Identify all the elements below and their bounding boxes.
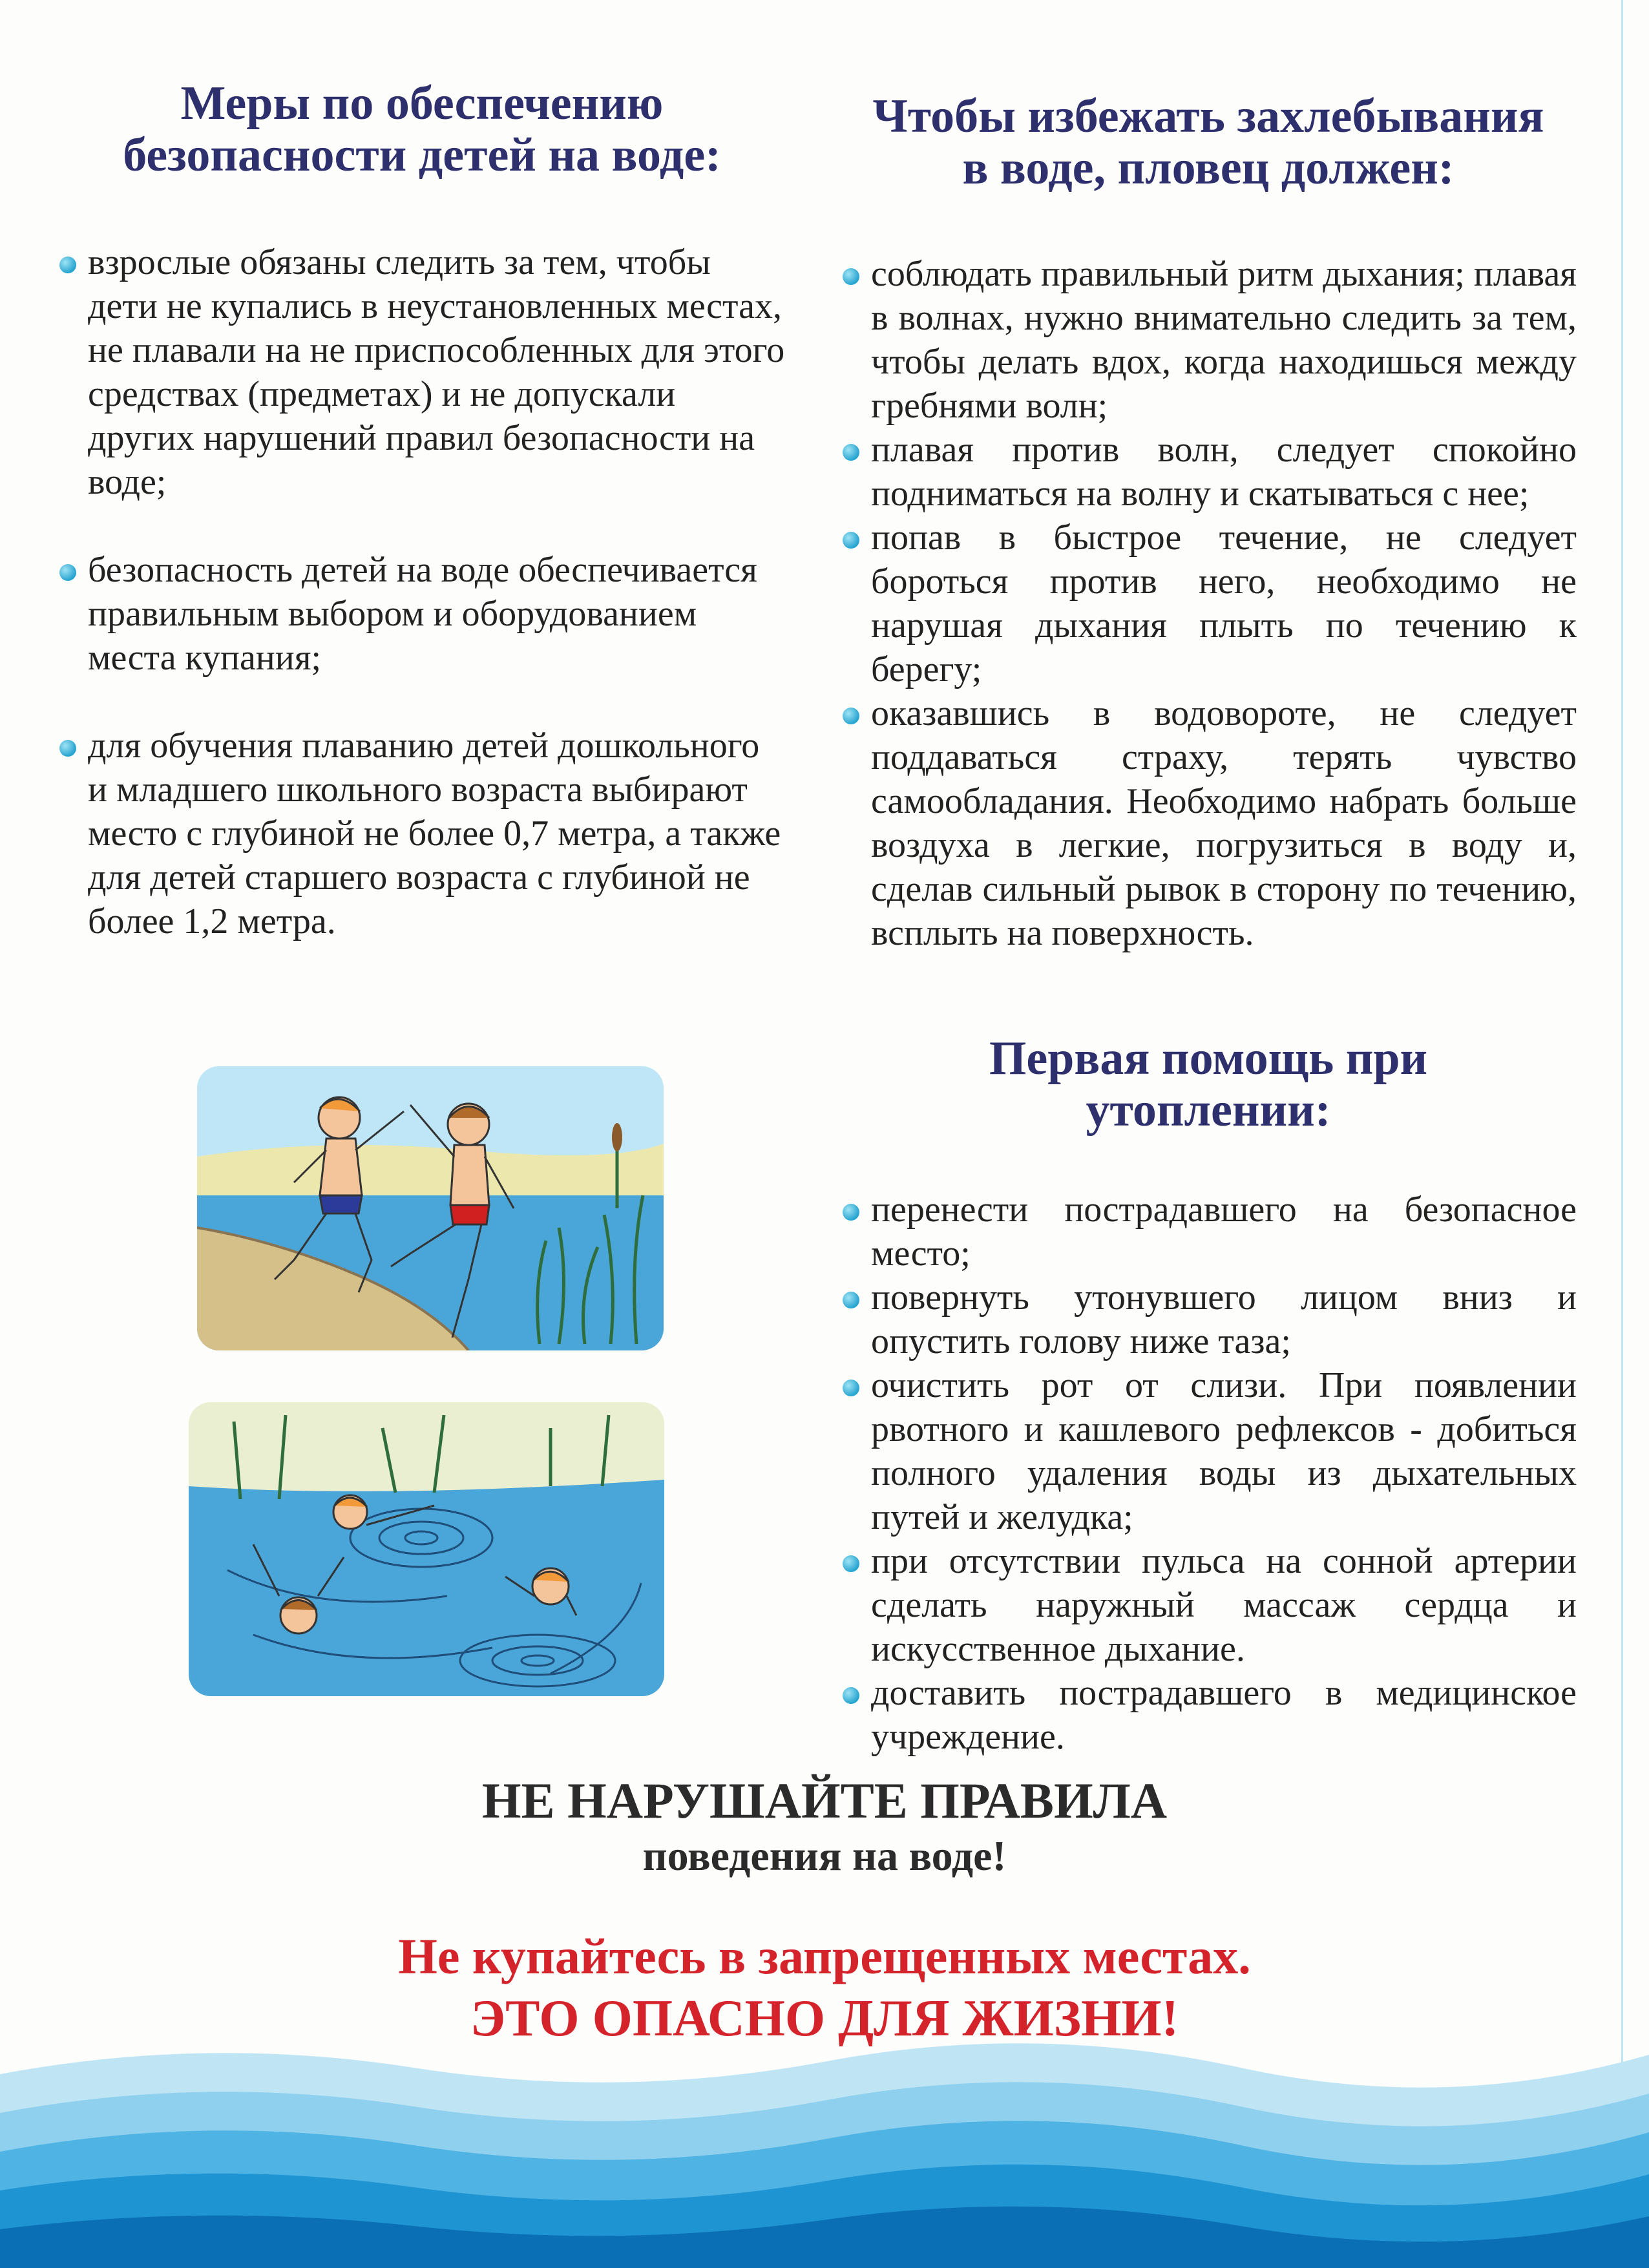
page-edge-line: [1621, 0, 1623, 2268]
list-item-text: при отсутствии пульса на сонной артерии сделать наружный массаж сердца и искусственное дыхание.: [871, 1541, 1577, 1669]
list-item-text: очистить рот от слизи. При появлении рвотного и кашлевого рефлексов - добиться полного удаления воды из дыхательных путей и желудка;: [871, 1365, 1577, 1537]
list-item-text: плавая против волн, следует спокойно подниматься на волну и скатываться с нее;: [871, 430, 1577, 514]
bullet-dot-icon: [843, 1380, 859, 1396]
bullet-dot-icon: [843, 1292, 859, 1308]
left-heading: [57, 78, 787, 181]
list-item-text: повернуть утонувшего лицом вниз и опустить голову ниже таза;: [871, 1277, 1577, 1361]
bullet-dot-icon: [59, 257, 76, 273]
swimmer-rules-list: [840, 252, 1577, 955]
list-item: [840, 428, 1577, 516]
list-item: [840, 1188, 1577, 1276]
bullet-dot-icon: [843, 268, 859, 285]
list-item: [840, 252, 1577, 428]
list-item-text: взрослые обязаны следить за тем, чтобы дети не купались в неустановленных местах, не плавали на не приспособленных для этого средствах (предметах) и не допускали других нарушений правил безопасности на воде;: [88, 242, 785, 502]
bullet-dot-icon: [59, 564, 76, 581]
decorative-waves: [0, 2035, 1649, 2268]
right-heading: [840, 90, 1577, 194]
warning-subtitle: поведения на воде!: [642, 1832, 1007, 1880]
bullet-dot-icon: [843, 1555, 859, 1572]
warning-title: НЕ НАРУШАЙТЕ ПРАВИЛА: [481, 1772, 1168, 1829]
left-column: [57, 78, 787, 987]
list-item: [840, 516, 1577, 691]
first-aid-heading-line-1: Первая помощь при: [989, 1032, 1428, 1085]
list-item-text: для обучения плаванию детей дошкольного и младшего школьного возраста выбирают место с глубиной не более 0,7 метра, а также для детей старшего возраста с глубиной не более 1,2 метра.: [88, 726, 781, 941]
left-safety-list: [57, 240, 787, 943]
bullet-dot-icon: [59, 740, 76, 757]
right-column: [840, 90, 1577, 1759]
right-heading-line-1: Чтобы избежать захлебывания: [872, 90, 1544, 143]
list-item-text: попав в быстрое течение, не следует бороться против него, необходимо не нарушая дыхания плыть по течению к берегу;: [871, 518, 1577, 689]
list-item-text: соблюдать правильный ритм дыхания; плавая в волнах, нужно внимательно следить за тем, чтобы делать вдох, когда находишься между гребнями волн;: [871, 254, 1577, 426]
bullet-dot-icon: [843, 1204, 859, 1221]
list-item-text: безопасность детей на воде обеспечивается правильным выбором и оборудованием места купания;: [88, 550, 757, 678]
left-heading-line-1: Меры по обеспечению: [180, 77, 664, 130]
first-aid-list: [840, 1188, 1577, 1759]
bullet-dot-icon: [843, 1687, 859, 1704]
illustration-children-playing: [197, 1066, 664, 1350]
bullet-dot-icon: [843, 444, 859, 461]
illustration-children-in-whirlpool: [189, 1402, 664, 1696]
list-item: [840, 1539, 1577, 1671]
list-item: [840, 1363, 1577, 1539]
list-item-text: оказавшись в водовороте, не следует поддаваться страху, терять чувство самообладания. Необходимо набрать больше воздуха в легкие, погрузиться в воду и, сделав сильный рывок в сторону по течению, всплыть на поверхность.: [871, 693, 1577, 953]
list-item: [57, 240, 787, 504]
left-heading-line-2: безопасности детей на воде:: [123, 129, 721, 182]
first-aid-heading: [840, 1033, 1577, 1136]
list-item: [840, 691, 1577, 955]
right-heading-line-2: в воде, пловец должен:: [962, 142, 1455, 194]
bullet-dot-icon: [843, 708, 859, 724]
danger-warning-line-2: ЭТО ОПАСНО ДЛЯ ЖИЗНИ!: [470, 1990, 1179, 2047]
list-item-text: доставить пострадавшего в медицинское учреждение.: [871, 1673, 1577, 1757]
first-aid-heading-line-2: утоплении:: [1086, 1084, 1331, 1137]
danger-warning-line-1: Не купайтесь в запрещенных местах.: [398, 1928, 1251, 1984]
list-item-text: перенести пострадавшего на безопасное место;: [871, 1190, 1577, 1274]
list-item: [840, 1671, 1577, 1759]
list-item: [57, 548, 787, 680]
list-item: [840, 1276, 1577, 1363]
bullet-dot-icon: [843, 532, 859, 549]
list-item: [57, 724, 787, 943]
